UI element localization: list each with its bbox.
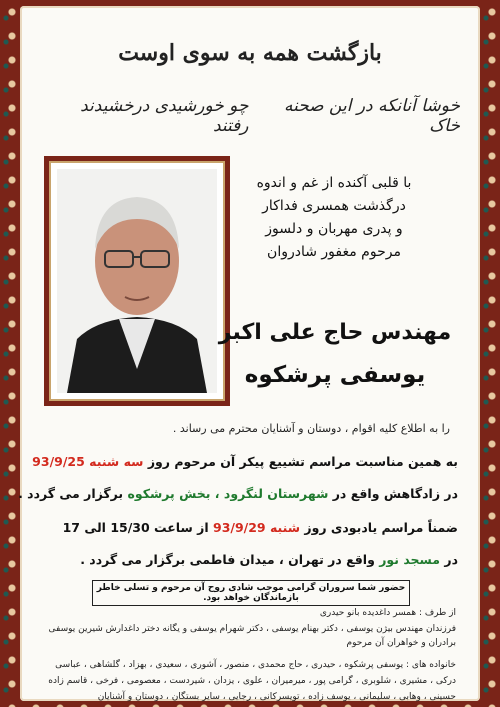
memorial-text: ضمناً مراسم یادبودی روز: [304, 520, 458, 535]
funeral-text: به همین مناسبت مراسم تشییع پیکر آن مرحوم روز: [147, 454, 458, 469]
poem-left: چو خورشیدی درخشیدند رفتند: [80, 96, 249, 136]
memorial-place: مسجد نور: [379, 552, 441, 567]
intro-line: درگذشت همسری فداکار: [262, 198, 406, 214]
families-line: حسینی ، وهابی ، سلیمانی ، یوسف زاده ، تویسرکانی ، رجایی ، سایر بستگان ، دوستان و آشنایان: [97, 692, 456, 702]
intro-line: با قلبی آکنده از غم و اندوه: [256, 175, 412, 191]
portrait-image: [57, 169, 217, 393]
deceased-name-line1: مهندس حاج علی اکبر: [218, 320, 452, 345]
funeral-date: سه شنبه 93/9/25: [32, 454, 144, 469]
announcement-paper: [20, 6, 480, 701]
memorial-date: شنبه 93/9/29: [213, 520, 301, 535]
notify-text: را به اطلاع کلیه اقوام ، دوستان و آشنایان محترم می رساند .: [172, 422, 450, 435]
page-title: بازگشت همه به سوی اوست: [118, 40, 382, 66]
from-line: برادران و خواهران آن مرحوم: [346, 638, 456, 648]
memorial-time: از ساعت 15/30 الی 17: [62, 520, 209, 535]
funeral-text: برگزار می گردد .: [18, 486, 124, 501]
from-line: فرزندان مهندس بیژن یوسفی ، دکتر بهنام یوسفی ، دکتر شهرام یوسفی و یگانه دختر داغدارش شیرین یوسفی: [48, 624, 456, 634]
memorial-line2: [38, 552, 458, 567]
from-line: از طرف : همسر داغدیده بانو حیدری: [319, 608, 456, 618]
poem-right: خوشا آنانکه در این صحنه خاک: [283, 96, 460, 136]
boxed-note: حضور شما سروران گرامی موجب شادی روح آن مرحوم و تسلی خاطر بازماندگان خواهد بود.: [92, 580, 410, 606]
funeral-line2: [18, 486, 458, 501]
families-line: خانواده های : یوسفی پرشکوه ، حیدری ، حاج محمدی ، منصور ، آشوری ، سعیدی ، بهزاد ، گلشاهی ، عباسی: [55, 660, 456, 670]
intro-line: و پدری مهربان و دلسوز: [265, 221, 403, 237]
funeral-line1: [32, 454, 458, 469]
memorial-text: واقع در تهران ، میدان فاطمی برگزار می گردد .: [80, 552, 375, 567]
memorial-line1: [38, 520, 458, 535]
funeral-place: شهرستان لنگرود ، بخش پرشکوه: [127, 486, 329, 501]
memorial-text: در: [444, 552, 458, 567]
poem-verse: [40, 96, 460, 136]
families-line: درکی ، مشیری ، شلوبری ، گرامی پور ، میرمیران ، علوی ، یزدان ، شیردست ، معصومی ، فرخی ، قاسم زاده: [48, 676, 456, 686]
intro-text: [214, 172, 454, 264]
funeral-text: در زادگاهش واقع در: [332, 486, 458, 501]
portrait-photo: [44, 156, 230, 406]
intro-line: مرحوم مغفور شادروان: [267, 244, 401, 260]
deceased-name-line2: یوسفی پرشکوه: [244, 362, 426, 388]
